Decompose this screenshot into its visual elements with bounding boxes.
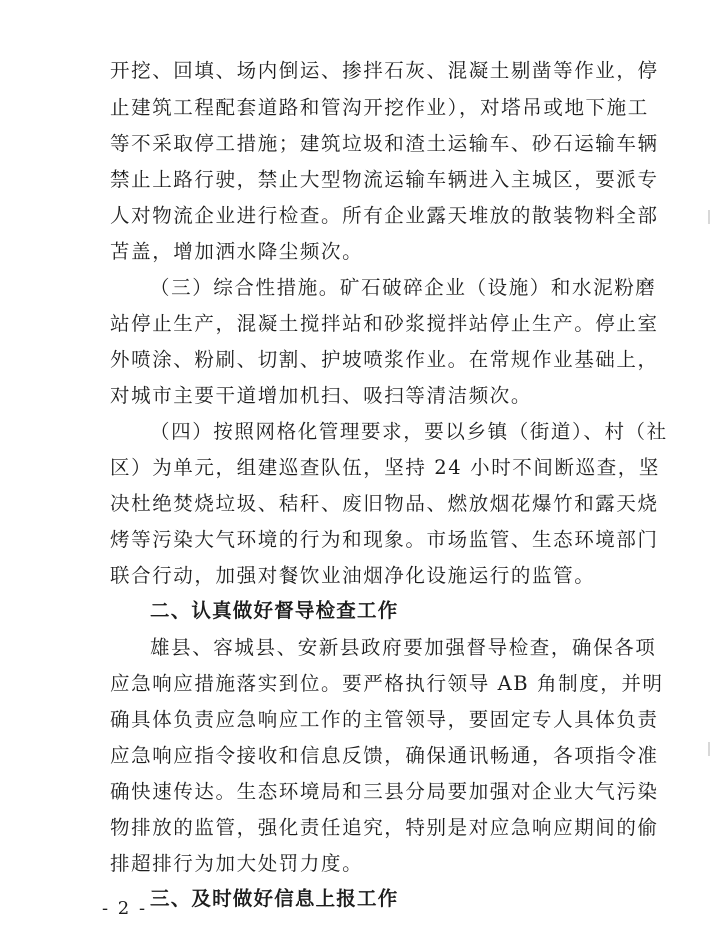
body-line: 确快速传达。生态环境局和三县分局要加强对企业大气污染 — [110, 780, 659, 803]
body-line: 应急响应指令接收和信息反馈，确保通讯畅通，各项指令准 — [110, 744, 659, 767]
body-line: 止建筑工程配套道路和管沟开挖作业），对塔吊或地下施工 — [110, 96, 649, 119]
body-line: 烤等污染大气环境的行为和现象。市场监管、生态环境部门 — [110, 528, 659, 551]
body-line: 等不采取停工措施；建筑垃圾和渣土运输车、砂石运输车辆 — [110, 132, 659, 155]
body-line: 联合行动，加强对餐饮业油烟净化设施运行的监管。 — [110, 564, 596, 587]
page-number: - 2 - — [102, 898, 148, 919]
body-line: 排超排行为加大处罚力度。 — [110, 852, 364, 875]
body-line: 决杜绝焚烧垃圾、秸秆、废旧物品、燃放烟花爆竹和露天烧 — [110, 492, 659, 515]
body-line: 人对物流企业进行检查。所有企业露天堆放的散装物料全部 — [110, 204, 659, 227]
scan-edge-mark — [708, 210, 710, 224]
body-line: 区）为单元，组建巡查队伍，坚持 24 小时不间断巡查，坚 — [110, 456, 661, 479]
body-line: 苫盖，增加洒水降尘频次。 — [110, 240, 364, 263]
body-line: 物排放的监管，强化责任追究，特别是对应急响应期间的偷 — [110, 816, 659, 839]
body-line: 应急响应措施落实到位。要严格执行领导 AB 角制度，并明 — [110, 672, 664, 695]
paragraph-start-line: （三）综合性措施。矿石破碎企业（设施）和水泥粉磨 — [150, 276, 657, 299]
section-heading-3: 三、及时做好信息上报工作 — [150, 887, 399, 910]
body-line: 外喷涂、粉刷、切割、护坡喷浆作业。在常规作业基础上， — [110, 348, 659, 371]
body-line: 禁止上路行驶，禁止大型物流运输车辆进入主城区，要派专 — [110, 168, 659, 191]
paragraph-start-line: （四）按照网格化管理要求，要以乡镇（街道）、村（社 — [150, 420, 668, 443]
body-line: 确具体负责应急响应工作的主管领导，要固定专人具体负责 — [110, 708, 659, 731]
body-line: 对城市主要干道增加机扫、吸扫等清洁频次。 — [110, 384, 533, 407]
body-line: 站停止生产，混凝土搅拌站和砂浆搅拌站停止生产。停止室 — [110, 312, 659, 335]
paragraph-start-line: 雄县、容城县、安新县政府要加强督导检查，确保各项 — [150, 636, 657, 659]
section-heading-2: 二、认真做好督导检查工作 — [150, 599, 399, 622]
body-line: 开挖、回填、场内倒运、掺拌石灰、混凝土剔凿等作业，停 — [110, 59, 659, 82]
scan-edge-mark — [708, 742, 710, 756]
